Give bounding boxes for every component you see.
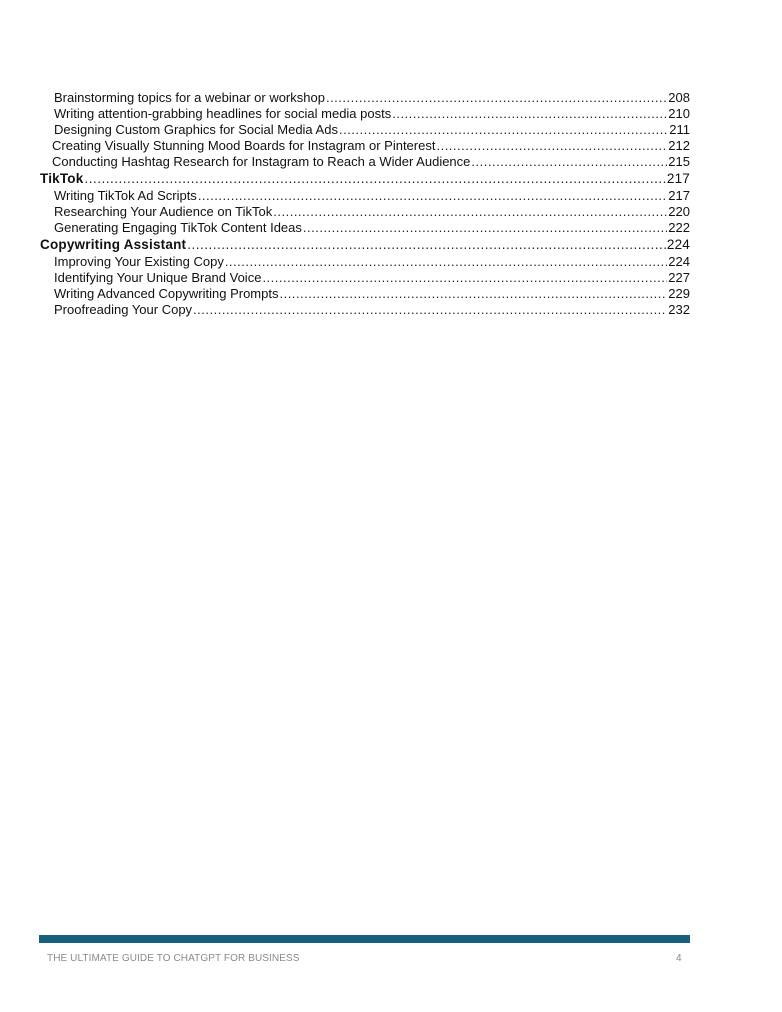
toc-entry-custom-graphics[interactable] <box>40 122 690 138</box>
toc-entry-title: Generating Engaging TikTok Content Ideas <box>54 220 302 235</box>
toc-dot-leader <box>84 170 665 188</box>
toc-entry-improving-copy[interactable] <box>40 254 690 270</box>
footer-page-number: 4 <box>676 953 682 964</box>
toc-section-copywriting-assistant[interactable] <box>40 236 690 254</box>
toc-entry-page: 227 <box>668 270 690 285</box>
toc-dot-leader <box>193 302 667 318</box>
toc-entry-webinar-topics[interactable] <box>40 90 690 106</box>
toc-entry-page: 224 <box>668 254 690 269</box>
toc-entry-title: Improving Your Existing Copy <box>54 254 224 269</box>
toc-entry-page: 215 <box>668 154 690 169</box>
toc-section-title: Copywriting Assistant <box>40 237 187 252</box>
footer-document-title: THE ULTIMATE GUIDE TO CHATGPT FOR BUSINESS <box>47 953 300 964</box>
toc-entry-page: 217 <box>668 188 690 203</box>
toc-entry-tiktok-content-ideas[interactable] <box>40 220 690 236</box>
table-of-contents <box>40 90 690 318</box>
toc-entry-page: 212 <box>668 138 690 153</box>
toc-dot-leader <box>198 188 667 204</box>
toc-dot-leader <box>471 154 667 170</box>
toc-entry-tiktok-ad-scripts[interactable] <box>40 188 690 204</box>
toc-entry-page: 232 <box>668 302 690 317</box>
toc-dot-leader <box>262 270 667 286</box>
toc-entry-hashtag-research[interactable] <box>40 154 690 170</box>
toc-entry-title: Identifying Your Unique Brand Voice <box>54 270 262 285</box>
toc-entry-brand-voice[interactable] <box>40 270 690 286</box>
toc-entry-title: Creating Visually Stunning Mood Boards for Instagram or Pinterest <box>52 138 436 153</box>
toc-entry-mood-boards[interactable] <box>40 138 690 154</box>
toc-entry-proofreading[interactable] <box>40 302 690 318</box>
footer-divider-bar <box>39 935 690 943</box>
toc-dot-leader <box>225 254 667 270</box>
toc-entry-page: 229 <box>668 286 690 301</box>
toc-entry-title: Brainstorming topics for a webinar or workshop <box>54 90 325 105</box>
toc-entry-page: 220 <box>668 204 690 219</box>
toc-entry-page: 224 <box>666 237 690 252</box>
toc-dot-leader <box>339 122 668 138</box>
toc-dot-leader <box>436 138 667 154</box>
toc-dot-leader <box>392 106 667 122</box>
toc-dot-leader <box>187 236 666 254</box>
toc-entry-title: Proofreading Your Copy <box>54 302 193 317</box>
toc-entry-page: 210 <box>668 106 690 121</box>
toc-entry-title: Writing Advanced Copywriting Prompts <box>54 286 279 301</box>
toc-section-tiktok[interactable] <box>40 170 690 188</box>
toc-entry-advanced-prompts[interactable] <box>40 286 690 302</box>
toc-entry-title: Writing TikTok Ad Scripts <box>54 188 197 203</box>
toc-entry-page: 222 <box>668 220 690 235</box>
toc-dot-leader <box>273 204 667 220</box>
toc-entry-title: Conducting Hashtag Research for Instagram to Reach a Wider Audience <box>52 154 471 169</box>
toc-entry-headlines[interactable] <box>40 106 690 122</box>
toc-entry-page: 217 <box>666 171 690 186</box>
toc-entry-tiktok-audience[interactable] <box>40 204 690 220</box>
toc-entry-page: 211 <box>669 122 690 137</box>
toc-entry-page: 208 <box>668 90 690 105</box>
toc-entry-title: Researching Your Audience on TikTok <box>54 204 273 219</box>
toc-section-title: TikTok <box>40 171 84 186</box>
toc-dot-leader <box>303 220 667 236</box>
toc-entry-title: Designing Custom Graphics for Social Media Ads <box>54 122 338 137</box>
toc-dot-leader <box>279 286 667 302</box>
toc-dot-leader <box>326 90 667 106</box>
toc-entry-title: Writing attention-grabbing headlines for social media posts <box>54 106 392 121</box>
